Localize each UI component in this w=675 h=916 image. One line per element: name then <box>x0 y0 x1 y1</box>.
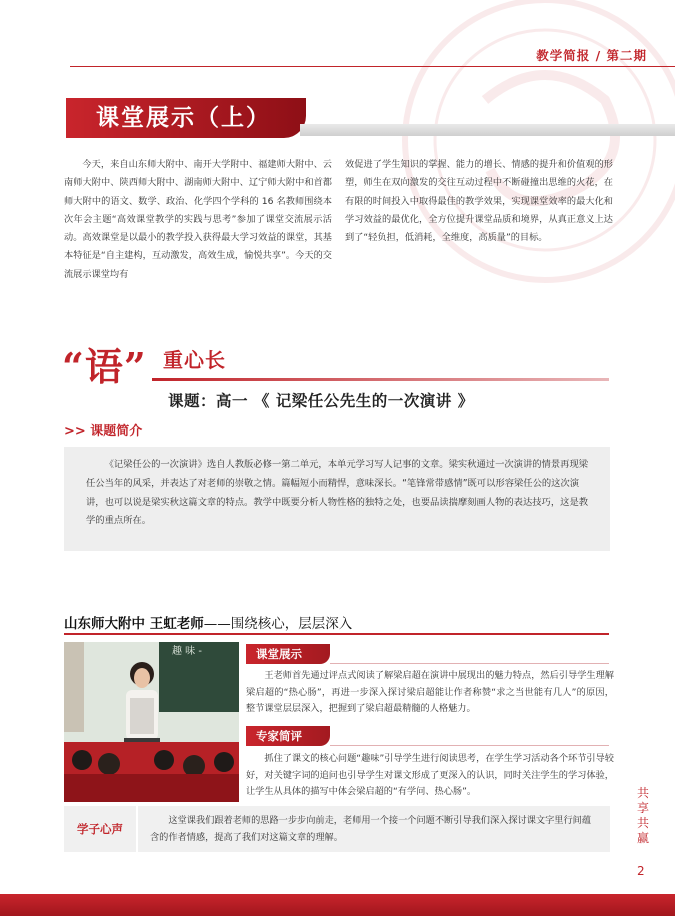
teacher-name: 山东师大附中 王虹老师 <box>64 616 204 632</box>
teacher-divider <box>64 633 609 635</box>
expert-tag-line <box>330 745 609 746</box>
issue-header: 教学简报 / 第二期 <box>536 48 647 63</box>
summary-panel <box>64 447 610 551</box>
expert-tag: 专家简评 <box>246 726 330 746</box>
summary-text: 《记梁任公的一次演讲》选自人教版必修一第二单元，本单元学习写人记事的文章。梁实秋通过一次演讲的情景再现梁任公当年的风采，并表达了对老师的崇敬之情。篇幅短小而精悍，意味深长。“笔锋常带感情”既可以形容梁任公的这次演讲，也可以说是梁实秋这篇文章的特点。教学中既要分析人物性格的独特之处，也要品读揣摩刻画人物的表达技巧，这是教学的重点所在。 <box>86 459 589 527</box>
expert-text: 抓住了课文的核心问题“趣味”引导学生进行阅读思考，在学生学习活动各个环节引导较好，对关键字词的追问也引导学生对课文形成了更深入的认识，同时关注学生的学习体验，让学生从具体的描写中体会梁启超的“有学问、热心肠”。 <box>246 753 614 797</box>
subject-mark: “语” <box>62 344 147 389</box>
classroom-tag-line <box>330 663 609 664</box>
student-voice-tag: 学子心声 <box>64 806 136 852</box>
lesson-title: 课题：高一 《 记梁任公先生的一次演讲 》 <box>168 392 474 410</box>
teacher-heading <box>64 612 352 632</box>
intro-column-right: 效促进了学生知识的掌握、能力的增长、情感的提升和价值观的形塑，师生在双向激发的交往互动过程中不断碰撞出思维的火花，在有限的时间投入中取得最佳的教学效果，实现课堂效率的最大化和学习效益的最优化，全方位提升课堂品质和境界，从真正意义上达到了“轻负担，低消耗，全维度，高质量”的目标。 <box>345 159 613 244</box>
chalkboard-text: 趣 味 - <box>172 646 202 657</box>
side-motto: 共享 共赢 <box>636 786 649 845</box>
banner-trailing-line <box>300 124 675 136</box>
header-divider <box>70 66 675 67</box>
student-voice-text: 这堂课我们跟着老师的思路一步步向前走，老师用一个接一个问题不断引导我们深入探讨课文字里行间蕴含的作者情感，提高了我们对这篇文章的理解。 <box>150 815 592 843</box>
student-voice-panel <box>138 806 610 852</box>
intro-column-left: 今天，来自山东师大附中、南开大学附中、福建师大附中、云南师大附中、陕西师大附中、湖南师大附中、辽宁师大附中和首都师大附中的语文、数学、政治、化学四个学科的 16 名教师围绕本次年会主题“高效课堂教学的实践与思考”参加了课堂交流展示活动。高效课堂是以最小的教学投入获得最大学习效益的课堂，其基本特征是“自主建构，互动激发，高效生成，愉悦共享”。今天的交流展示课堂均有 <box>64 159 332 280</box>
teacher-theme: ——围绕核心，层层深入 <box>203 616 353 632</box>
section-banner-title: 课堂展示（上） <box>96 105 271 131</box>
summary-heading: >> 课题简介 <box>64 424 143 439</box>
page-number: 2 <box>637 864 645 878</box>
subject-heading: 重心长 <box>163 348 226 372</box>
classroom-photo <box>64 642 239 802</box>
classroom-text: 王老师首先通过评点式阅读了解梁启超在演讲中展现出的魅力特点，然后引导学生理解梁启超的“热心肠”，再进一步深入探讨梁启超能让作者称赞“求之当世能有几人”的原因，整节课堂层层深入，把握到了梁启超最精髓的人格魅力。 <box>246 670 614 714</box>
footer-bar <box>0 894 675 916</box>
subject-divider <box>152 378 609 381</box>
classroom-tag: 课堂展示 <box>246 644 330 664</box>
